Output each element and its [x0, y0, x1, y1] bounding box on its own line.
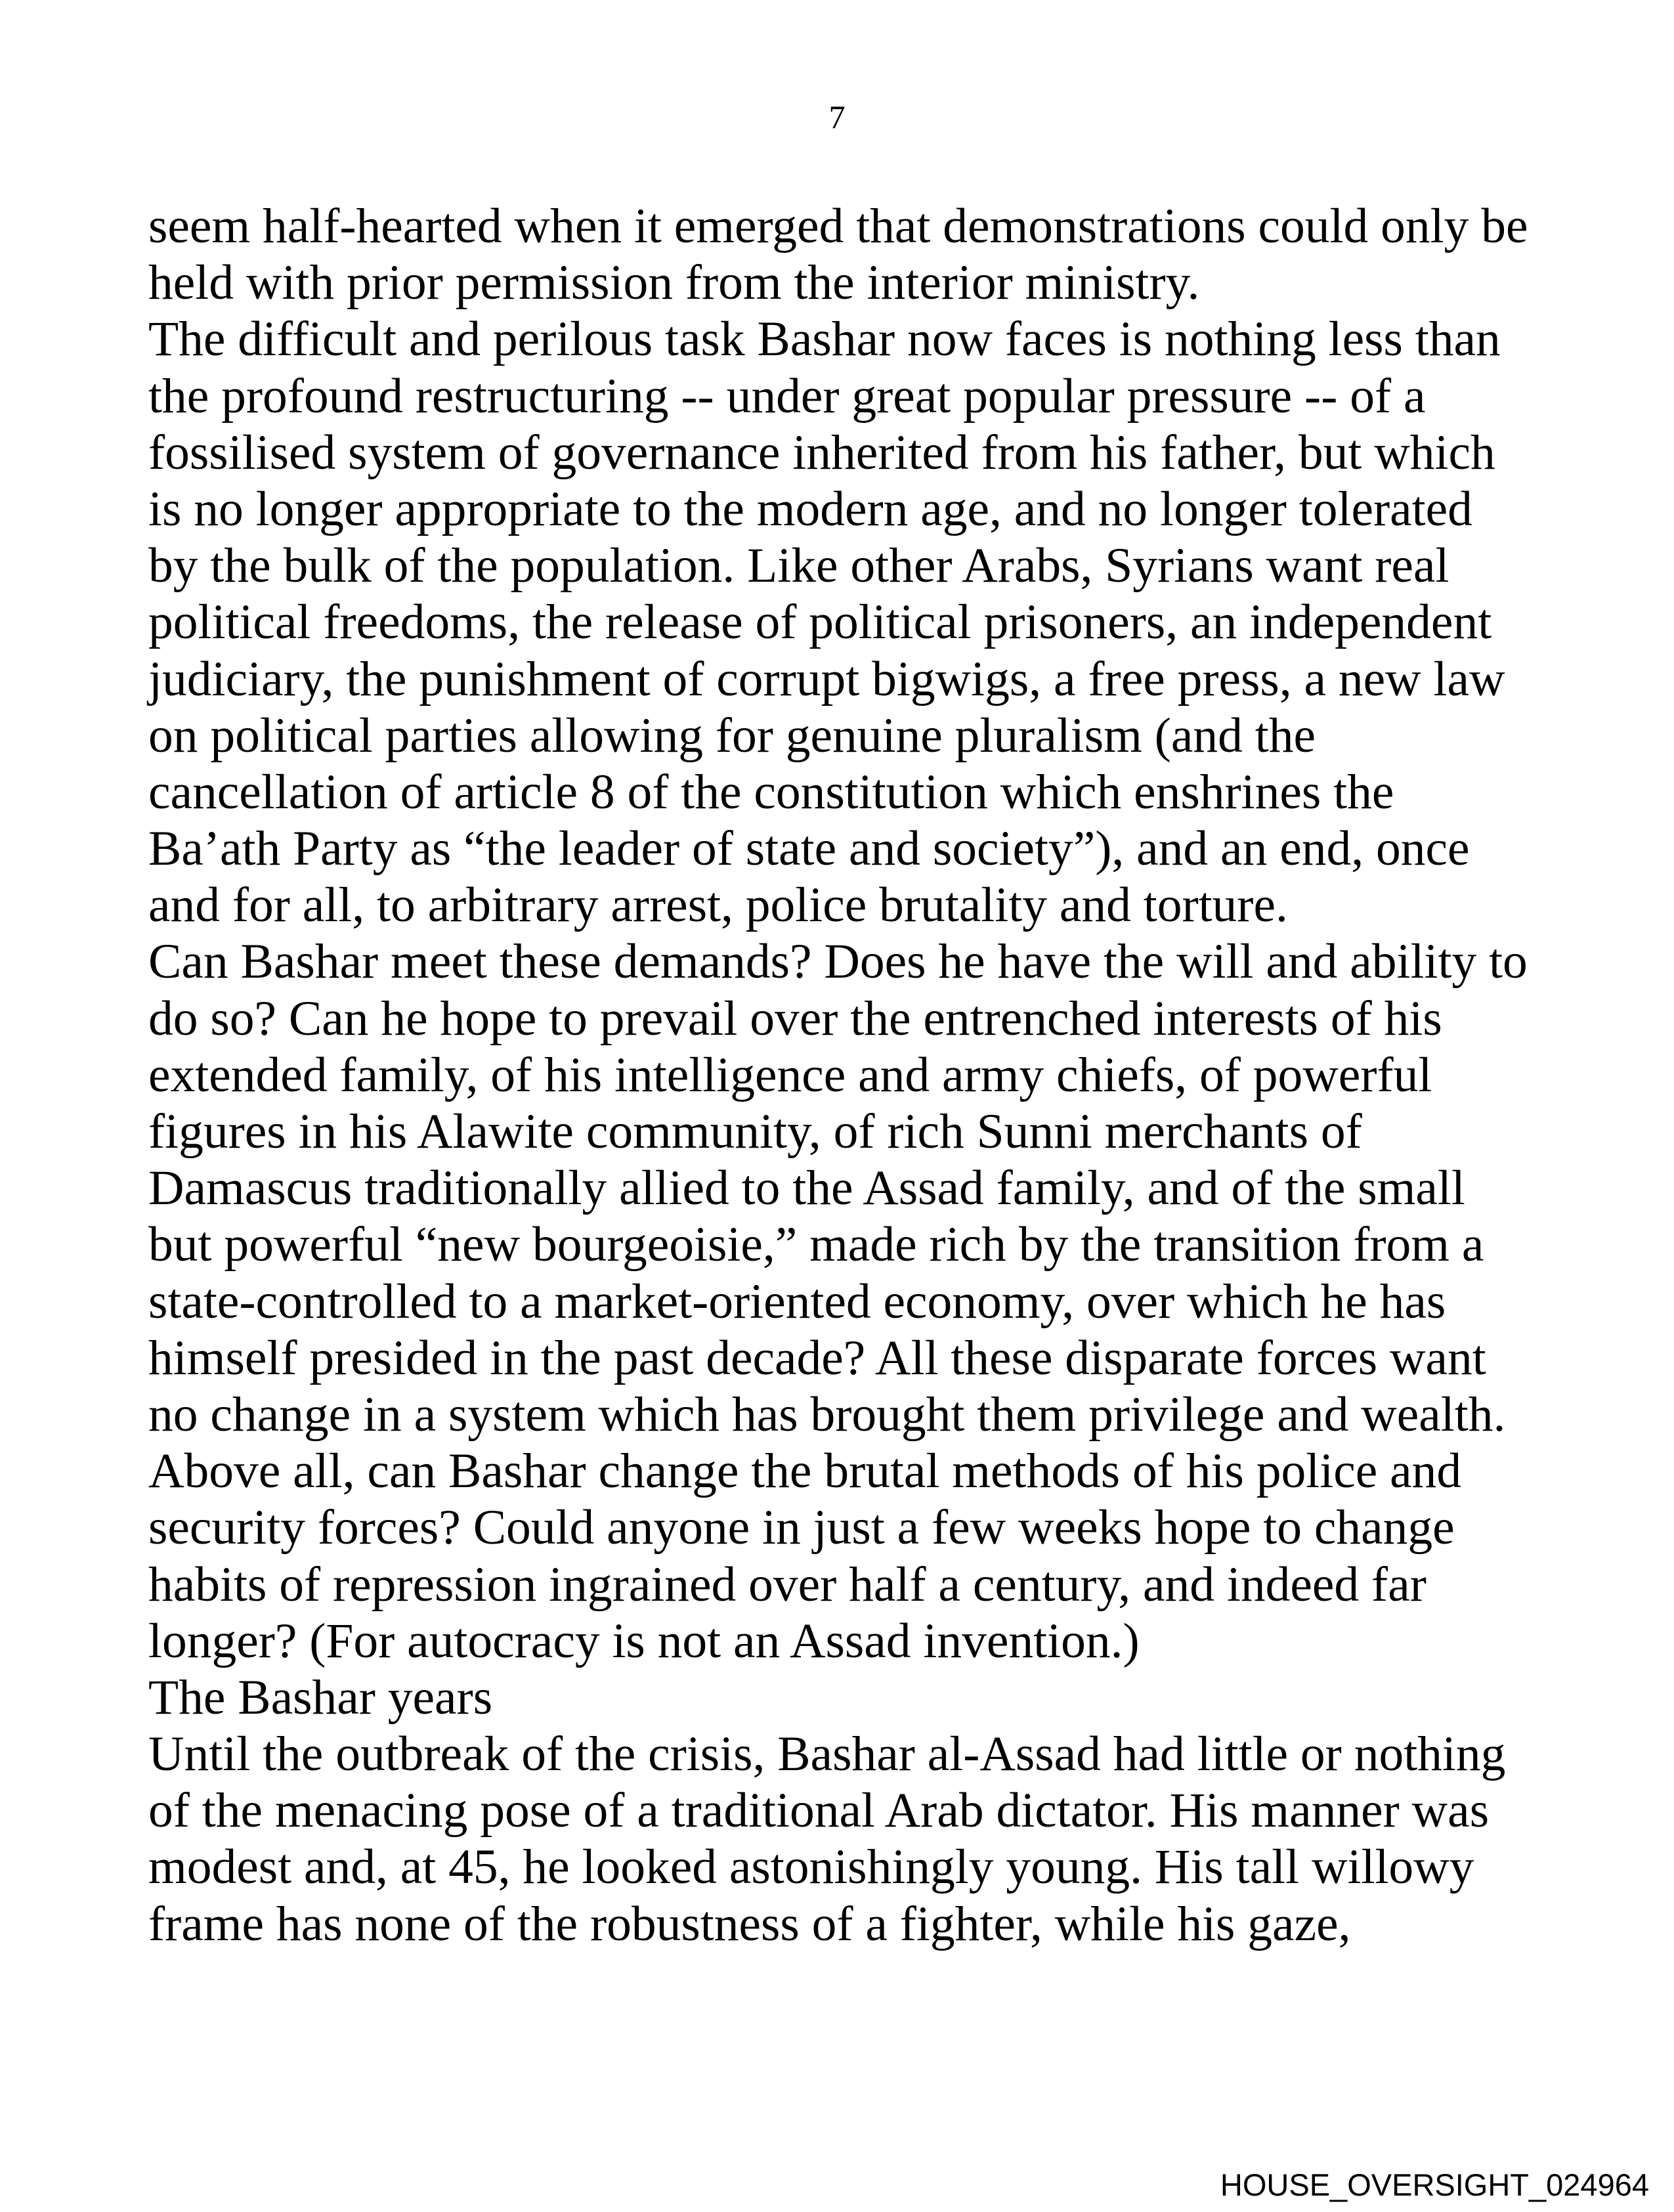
text-line: no change in a system which has brought them privilege and wealth. [148, 1387, 1506, 1442]
text-line: Damascus traditionally allied to the Assad family, and of the small [148, 1161, 1465, 1216]
body-text [148, 198, 1593, 1953]
text-line: frame has none of the robustness of a fighter, while his gaze, [148, 1896, 1351, 1951]
text-line: figures in his Alawite community, of rich Sunni merchants of [148, 1104, 1362, 1159]
text-line: modest and, at 45, he looked astonishingly young. His tall willowy [148, 1840, 1474, 1895]
text-line: seem half-hearted when it emerged that demonstrations could only be [148, 199, 1528, 253]
text-line: on political parties allowing for genuine pluralism (and the [148, 708, 1316, 763]
text-line: security forces? Could anyone in just a few weeks hope to change [148, 1500, 1455, 1555]
text-line: cancellation of article 8 of the constitution which enshrines the [148, 764, 1394, 819]
text-line: state-controlled to a market-oriented economy, over which he has [148, 1274, 1446, 1329]
text-line: The difficult and perilous task Bashar now faces is nothing less than [148, 312, 1501, 367]
text-line: the profound restructuring -- under great popular pressure -- of a [148, 368, 1426, 423]
text-line: Above all, can Bashar change the brutal methods of his police and [148, 1444, 1462, 1499]
document-id-footer: HOUSE_OVERSIGHT_024964 [1220, 2167, 1649, 2202]
text-line: habits of repression ingrained over half a century, and indeed far [148, 1557, 1427, 1612]
text-line: longer? (For autocracy is not an Assad invention.) [148, 1613, 1140, 1668]
text-line: Can Bashar meet these demands? Does he have the will and ability to [148, 934, 1528, 989]
text-line: political freedoms, the release of political prisoners, an independent [148, 595, 1492, 650]
text-line: is no longer appropriate to the modern age, and no longer tolerated [148, 481, 1472, 536]
text-line: fossilised system of governance inherited from his father, but which [148, 425, 1495, 480]
page-number: 7 [828, 98, 846, 135]
text-line: Until the outbreak of the crisis, Bashar al-Assad had little or nothing [148, 1727, 1506, 1782]
text-line: by the bulk of the population. Like other Arabs, Syrians want real [148, 538, 1449, 594]
text-line: Ba’ath Party as “the leader of state and society”), and an end, once [148, 821, 1470, 877]
text-line: do so? Can he hope to prevail over the entrenched interests of his [148, 991, 1442, 1046]
text-line: but powerful “new bourgeoisie,” made rich by the transition from a [148, 1217, 1484, 1272]
text-line: and for all, to arbitrary arrest, police brutality and torture. [148, 878, 1288, 933]
text-line: held with prior permission from the interior ministry. [148, 255, 1200, 311]
text-line: himself presided in the past decade? All these disparate forces want [148, 1330, 1486, 1385]
section-heading: The Bashar years [148, 1670, 493, 1725]
text-line: of the menacing pose of a traditional Arab dictator. His manner was [148, 1783, 1490, 1838]
text-line: judiciary, the punishment of corrupt bigwigs, a free press, a new law [148, 651, 1505, 706]
text-line: extended family, of his intelligence and army chiefs, of powerful [148, 1047, 1432, 1102]
